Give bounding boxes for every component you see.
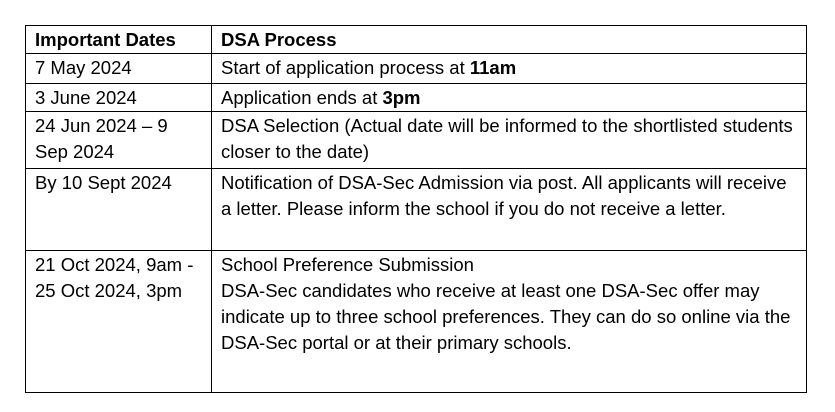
process-time: 3pm — [382, 87, 421, 108]
table-row — [26, 112, 807, 169]
process-time: 11am — [469, 57, 517, 78]
process-cell: DSA Selection (Actual date will be informed to the shortlisted students closer to the date) — [212, 112, 807, 169]
process-text: Application ends at — [221, 87, 383, 108]
date-cell: 7 May 2024 — [26, 54, 212, 84]
table-row — [26, 169, 807, 251]
date-cell: By 10 Sept 2024 — [26, 169, 212, 251]
process-cell — [212, 251, 807, 393]
date-cell: 21 Oct 2024, 9am - 25 Oct 2024, 3pm — [26, 251, 212, 393]
table-header-row — [26, 26, 807, 54]
table-row — [26, 251, 807, 393]
process-title: School Preference Submission — [221, 254, 474, 275]
column-header-important-dates: Important Dates — [26, 26, 212, 54]
table-row — [26, 54, 807, 84]
column-header-dsa-process: DSA Process — [212, 26, 807, 54]
date-cell: 3 June 2024 — [26, 84, 212, 112]
date-cell: 24 Jun 2024 – 9 Sep 2024 — [26, 112, 212, 169]
process-text: DSA-Sec candidates who receive at least one DSA-Sec offer may indicate up to three school preferences. They can do so online via the DSA-Sec portal or at their primary schools. — [221, 280, 791, 353]
process-text: Start of application process at — [221, 57, 470, 78]
process-cell — [212, 54, 807, 84]
important-dates-table — [25, 25, 807, 393]
process-cell — [212, 84, 807, 112]
process-cell: Notification of DSA-Sec Admission via post. All applicants will receive a letter. Please inform the school if you do not receive a letter. — [212, 169, 807, 251]
table-row — [26, 84, 807, 112]
